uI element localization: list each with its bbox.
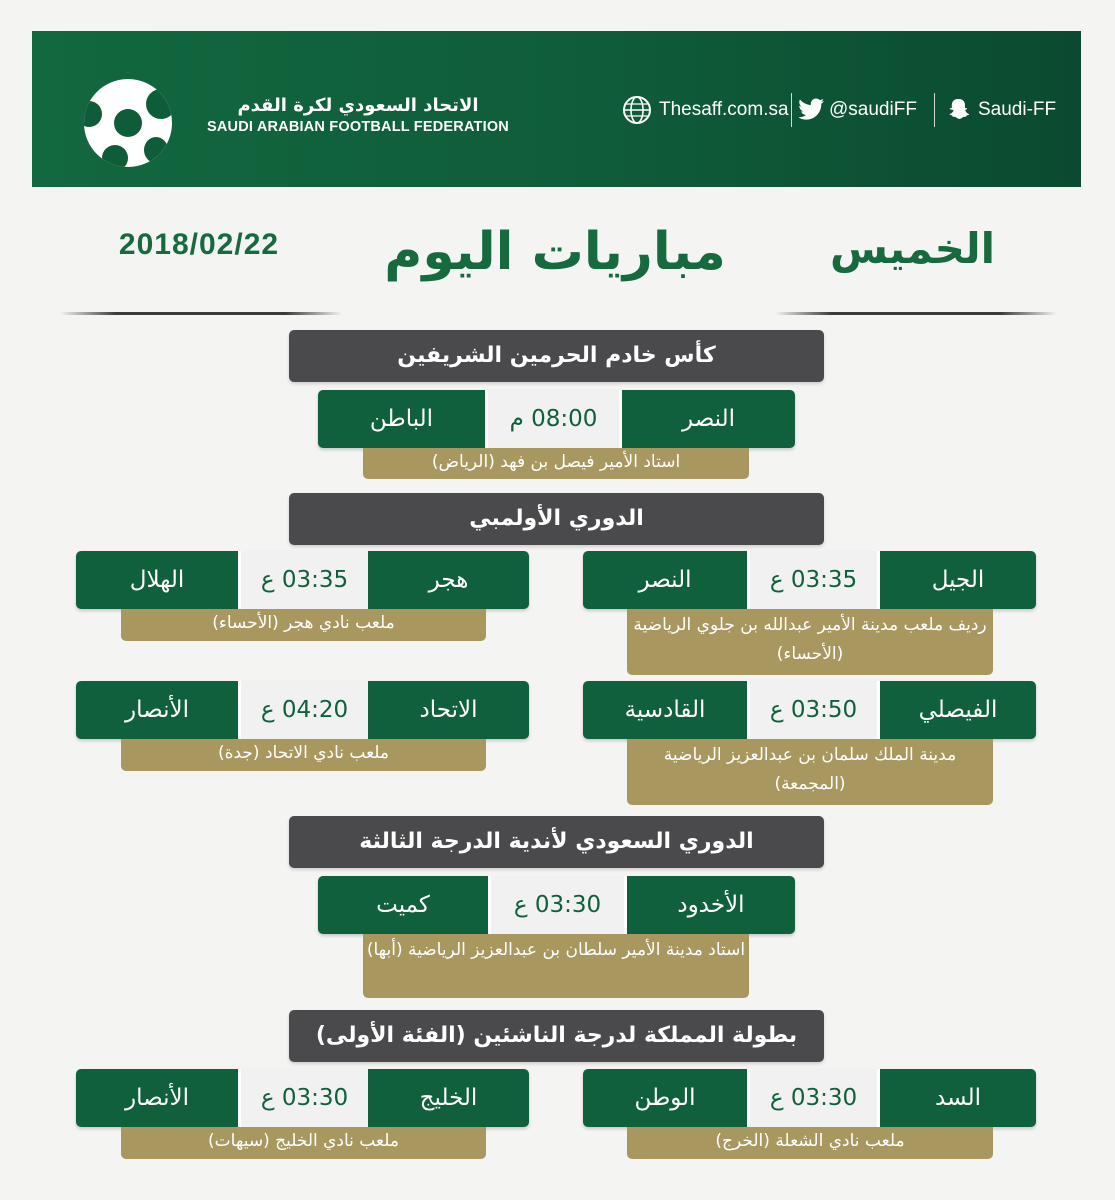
page-title: مباريات اليوم bbox=[384, 222, 726, 282]
venue-label: ملعب نادي الاتحاد (جدة) bbox=[121, 739, 486, 771]
away-team: كميت bbox=[376, 892, 430, 918]
home-team: السد bbox=[935, 1085, 981, 1111]
section-header: بطولة المملكة لدرجة الناشئين (الفئة الأولى) bbox=[289, 1010, 824, 1062]
venue-label: استاد مدينة الأمير سلطان بن عبدالعزيز الرياضية (أبها) bbox=[363, 934, 749, 998]
section-header: الدوري السعودي لأندية الدرجة الثالثة bbox=[289, 816, 824, 868]
away-team: القادسية bbox=[624, 697, 706, 723]
globe-icon bbox=[622, 95, 652, 125]
venue-label: مدينة الملك سلمان بن عبدالعزيز الرياضية (المجمعة) bbox=[627, 739, 993, 805]
match-time: 03:30 ع bbox=[750, 1069, 877, 1127]
home-team: الجيل bbox=[931, 567, 985, 593]
match-time: 03:35 ع bbox=[750, 551, 877, 609]
home-team: النصر bbox=[682, 406, 735, 432]
match-card bbox=[76, 1069, 529, 1127]
section-header: كأس خادم الحرمين الشريفين bbox=[289, 330, 824, 382]
away-team: النصر bbox=[638, 567, 692, 593]
twitter-bird-icon bbox=[797, 95, 827, 125]
match-card bbox=[318, 390, 795, 448]
match-time: 08:00 م bbox=[488, 390, 619, 448]
match-card bbox=[583, 681, 1036, 739]
snapchat-ghost-icon bbox=[944, 95, 974, 125]
separator bbox=[791, 93, 792, 127]
match-time: 03:50 ع bbox=[750, 681, 877, 739]
venue-label: رديف ملعب مدينة الأمير عبدالله بن جلوي الرياضية (الأحساء) bbox=[627, 609, 993, 675]
venue-label: استاد الأمير فيصل بن فهد (الرياض) bbox=[363, 448, 749, 479]
match-time: 03:30 ع bbox=[241, 1069, 368, 1127]
section-header: الدوري الأولمبي bbox=[289, 493, 824, 545]
snapchat-handle: Saudi-FF bbox=[978, 99, 1057, 120]
venue-label: ملعب نادي الخليج (سيهات) bbox=[121, 1127, 486, 1159]
logo-arabic-text: الاتحاد السعودي لكرة القدم bbox=[237, 95, 479, 116]
divider-line bbox=[60, 312, 342, 315]
home-team: الخليج bbox=[419, 1085, 478, 1111]
match-card bbox=[318, 876, 795, 934]
header-banner bbox=[32, 31, 1081, 187]
separator bbox=[934, 93, 935, 127]
home-team: الاتحاد bbox=[419, 697, 478, 723]
twitter-link[interactable] bbox=[797, 94, 917, 126]
match-date: 2018/02/22 bbox=[118, 228, 280, 261]
away-team: الأنصار bbox=[125, 697, 189, 723]
logo-english-text: SAUDI ARABIAN FOOTBALL FEDERATION bbox=[207, 119, 509, 135]
match-card bbox=[76, 551, 529, 609]
away-team: الباطن bbox=[369, 406, 434, 432]
match-time: 03:35 ع bbox=[241, 551, 368, 609]
twitter-handle: @saudiFF bbox=[829, 99, 917, 120]
venue-label: ملعب نادي الشعلة (الخرج) bbox=[627, 1127, 993, 1159]
match-time: 03:30 ع bbox=[491, 876, 624, 934]
divider-line bbox=[775, 312, 1057, 315]
match-card bbox=[583, 551, 1036, 609]
home-team: الفيصلي bbox=[918, 697, 998, 723]
away-team: الأنصار bbox=[125, 1085, 189, 1111]
venue-label: ملعب نادي هجر (الأحساء) bbox=[121, 609, 486, 641]
website-text: Thesaff.com.sa bbox=[659, 99, 789, 120]
snapchat-link[interactable] bbox=[944, 94, 1056, 126]
website-link[interactable] bbox=[622, 94, 789, 126]
match-card bbox=[76, 681, 529, 739]
match-time: 04:20 ع bbox=[241, 681, 368, 739]
home-team: هجر bbox=[428, 567, 469, 593]
day-name: الخميس bbox=[829, 224, 996, 273]
saff-logo-icon bbox=[84, 79, 172, 167]
away-team: الهلال bbox=[129, 567, 185, 593]
away-team: الوطن bbox=[634, 1085, 696, 1111]
home-team: الأخدود bbox=[677, 892, 745, 918]
match-card bbox=[583, 1069, 1036, 1127]
